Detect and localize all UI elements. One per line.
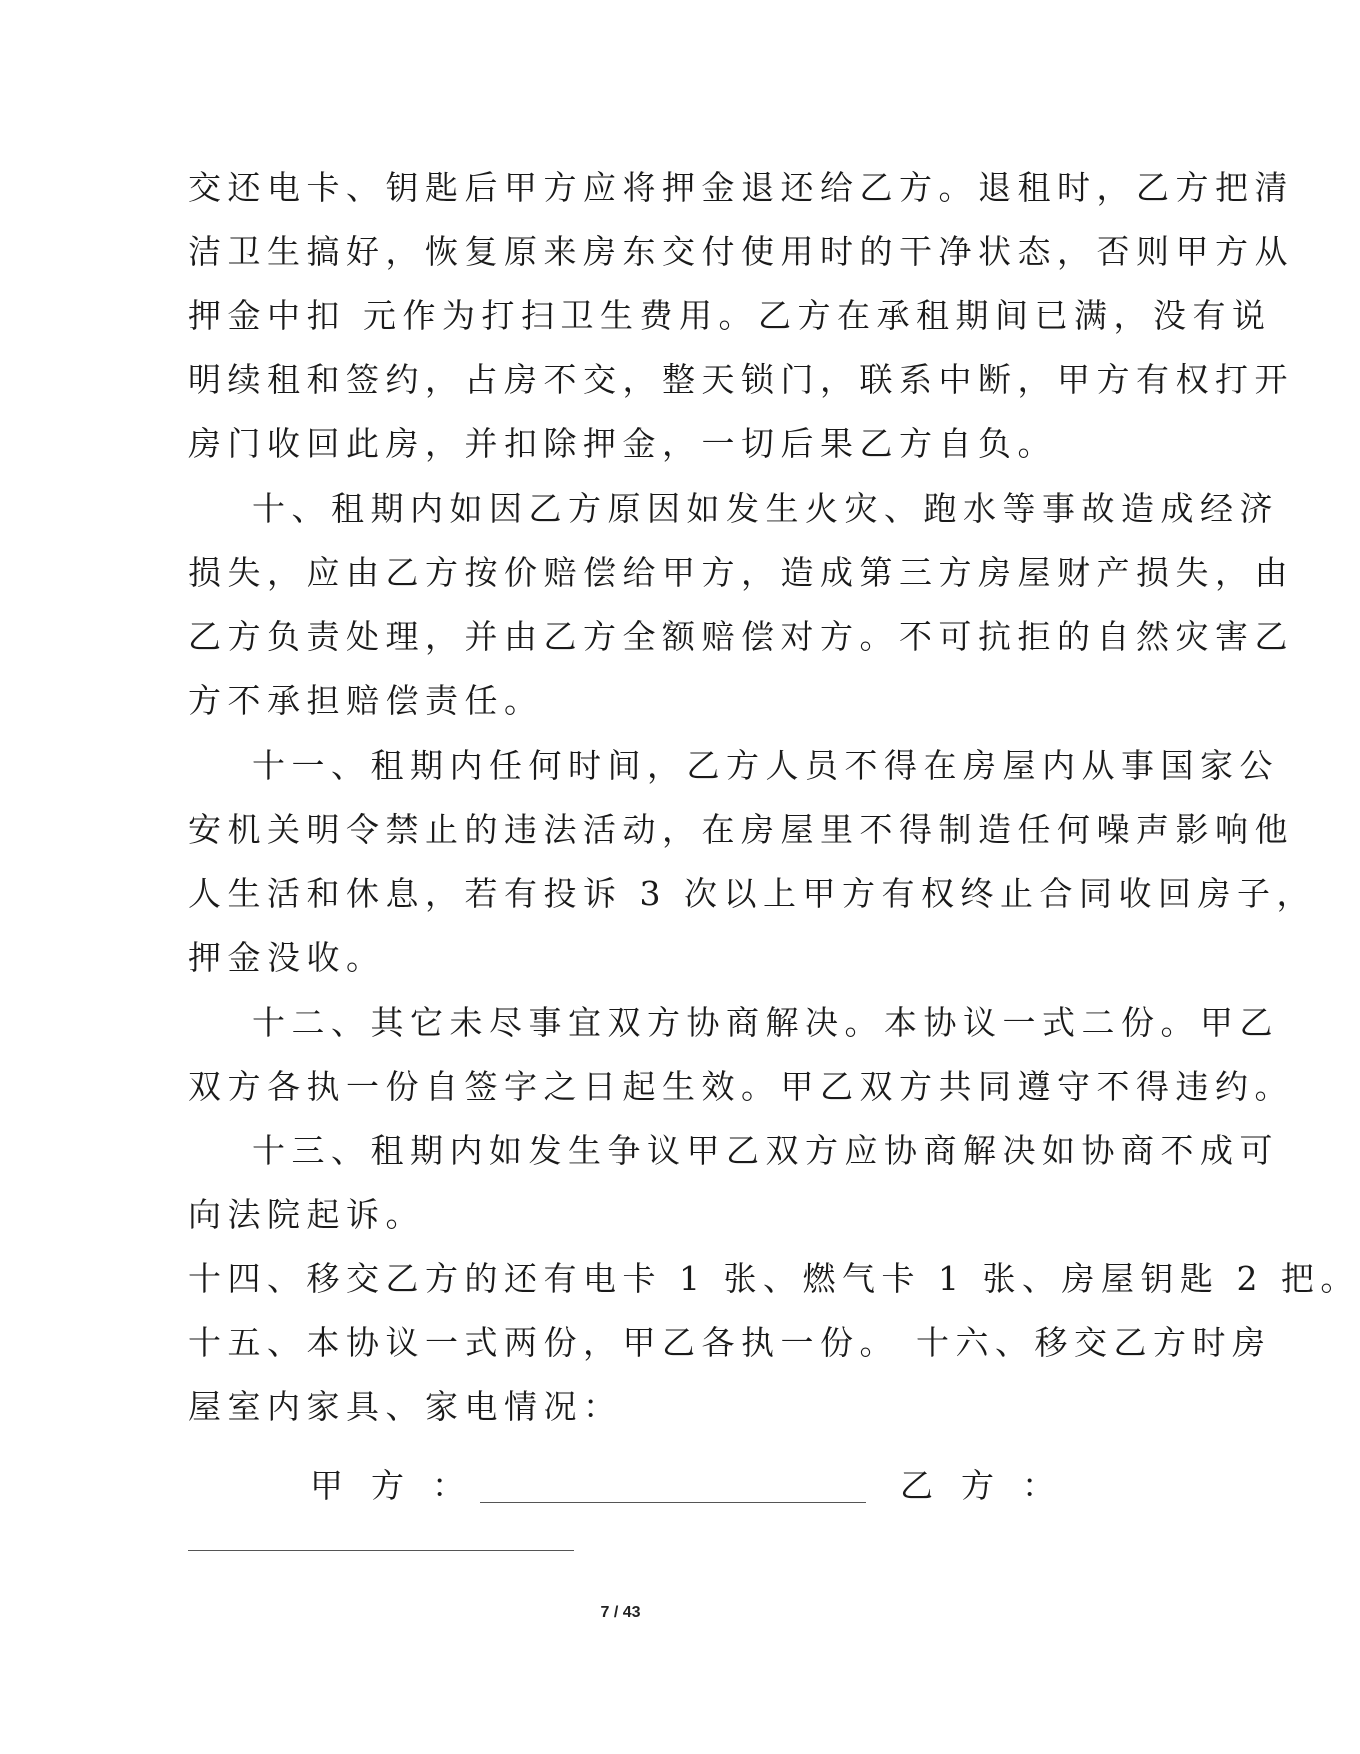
- clause-13-heading-line: 十三、租期内如发生争议甲乙双方应协商解决如协商不成可: [252, 1131, 1279, 1170]
- party-b-label: 乙方：: [900, 1466, 1083, 1505]
- clause-11-heading-line: 十一、租期内任何时间，乙方人员不得在房屋内从事国家公: [252, 746, 1279, 785]
- clause-14-line: 十四、移交乙方的还有电卡 1 张、燃气卡 1 张、房屋钥匙 2 把。: [188, 1259, 1360, 1298]
- text-line: 乙方负责处理，并由乙方全额赔偿对方。不可抗拒的自然灾害乙: [188, 617, 1294, 656]
- text-line: 损失，应由乙方按价赔偿给甲方，造成第三方房屋财产损失，由: [188, 553, 1294, 592]
- party-b-signature-blank: [188, 1550, 574, 1551]
- text-line: 明续租和签约，占房不交，整天锁门，联系中断，甲方有权打开: [188, 360, 1294, 399]
- text-line: 押金中扣 元作为打扫卫生费用。乙方在承租期间已满，没有说: [188, 296, 1272, 335]
- text-line: 洁卫生搞好，恢复原来房东交付使用时的干净状态，否则甲方从: [188, 232, 1294, 271]
- text-line: 房门收回此房，并扣除押金，一切后果乙方自负。: [188, 424, 1057, 463]
- clause-12-heading-line: 十二、其它未尽事宜双方协商解决。本协议一式二份。甲乙: [252, 1003, 1279, 1042]
- party-a-signature-blank: [480, 1502, 866, 1503]
- text-line: 交还电卡、钥匙后甲方应将押金退还给乙方。退租时，乙方把清: [188, 168, 1294, 207]
- clause-10-heading-line: 十、租期内如因乙方原因如发生火灾、跑水等事故造成经济: [252, 489, 1279, 528]
- text-line: 人生活和休息，若有投诉 3 次以上甲方有权终止合同收回房子，: [188, 874, 1316, 913]
- text-line: 双方各执一份自签字之日起生效。甲乙双方共同遵守不得违约。: [188, 1067, 1294, 1106]
- text-line: 安机关明令禁止的违法活动，在房屋里不得制造任何噪声影响他: [188, 810, 1294, 849]
- text-line: 向法院起诉。: [188, 1195, 425, 1234]
- text-line: 屋室内家具、家电情况：: [188, 1387, 623, 1426]
- text-line: 方不承担赔偿责任。: [188, 681, 544, 720]
- page-number: 7 / 43: [600, 1604, 641, 1621]
- party-a-label: 甲方：: [310, 1466, 493, 1505]
- clause-15-16-line: 十五、本协议一式两份，甲乙各执一份。 十六、移交乙方时房: [188, 1323, 1272, 1362]
- signature-row: [0, 1466, 1241, 1510]
- text-line: 押金没收。: [188, 938, 386, 977]
